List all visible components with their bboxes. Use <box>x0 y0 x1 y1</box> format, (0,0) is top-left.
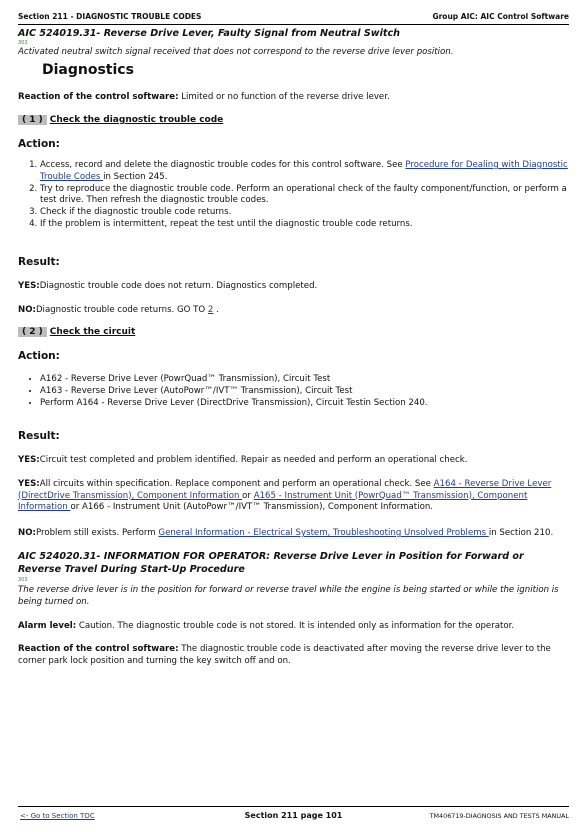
page-footer <box>18 806 569 823</box>
reaction-label: Reaction of the control software: <box>18 92 179 102</box>
dtc1-description: Activated neutral switch signal received that does not correspond to the reverse drive lever position. <box>18 47 454 57</box>
result-heading: Result: <box>18 430 60 442</box>
dtc1-code: 303 <box>18 40 28 46</box>
dtc2-alarm: Alarm level: Caution. The diagnostic trouble code is not stored. It is intended only as information for the operator. <box>18 621 515 631</box>
result-heading: Result: <box>18 256 60 268</box>
step2-no: NO:Problem still exists. Perform General Information - Electrical System, Troubleshooting Unsolved Problems in Section 210. <box>18 528 554 538</box>
list-item: 3. Check if the diagnostic trouble code returns. <box>40 207 569 219</box>
dtc2-title: AIC 524020.31- INFORMATION FOR OPERATOR: Reverse Drive Lever in Position for Forward or Reverse Travel During Start-Up Procedure <box>18 551 524 575</box>
step1-no: NO:Diagnostic trouble code returns. GO TO 2 . <box>18 305 219 315</box>
step2-yes-1: YES:Circuit test completed and problem identified. Repair as needed and perform an operational check. <box>18 455 468 465</box>
troubleshooting-link[interactable]: General Information - Electrical System, Troubleshooting Unsolved Problems <box>158 528 489 538</box>
step1-yes: YES:Diagnostic trouble code does not return. Diagnostics completed. <box>18 281 318 291</box>
a164-component-link[interactable]: A164 - Reverse Drive Lever (DirectDrive Transmission), Component Information <box>18 479 552 501</box>
procedure-link[interactable]: Procedure for Dealing with Diagnostic Trouble Codes <box>40 160 568 182</box>
step-2[interactable] <box>18 327 569 337</box>
section-toc-link[interactable]: <- Go to Section TOC <box>20 812 95 820</box>
diagnostics-heading: Diagnostics <box>42 62 134 78</box>
step-1-label[interactable]: Check the diagnostic trouble code <box>49 115 224 125</box>
goto-step-2-link[interactable]: 2 <box>207 305 214 315</box>
header-group: Group AIC: AIC Control Software <box>432 12 569 21</box>
dtc1-title: AIC 524019.31- Reverse Drive Lever, Faulty Signal from Neutral Switch <box>18 28 400 39</box>
action-heading: Action: <box>18 350 60 362</box>
step2-action-list <box>18 374 569 409</box>
list-item: • A163 - Reverse Drive Lever (AutoPowr™/IVT™ Transmission), Circuit Test <box>40 386 569 398</box>
a165-component-link[interactable]: A165 - Instrument Unit (PowrQuad™ Transmission), Component Information <box>18 490 528 512</box>
list-item: 2. Try to reproduce the diagnostic trouble code. Perform an operational check of the faulty component/function, or perform a test drive. Then refresh the diagnostic trouble codes. <box>40 184 569 208</box>
page-number: Section 211 page 101 <box>244 811 343 820</box>
step1-action-list <box>18 160 569 231</box>
dtc2-description: The reverse drive lever is in the position for forward or reverse travel while the engine is being started or while the ignition is being turned on. <box>18 585 559 607</box>
step-number-badge: ( 1 ) <box>18 115 47 125</box>
list-item: 4. If the problem is intermittent, repeat the test until the diagnostic trouble code returns. <box>40 219 569 231</box>
list-item: • Perform A164 - Reverse Drive Lever (DirectDrive Transmission), Circuit Testin Section 240. <box>40 398 569 410</box>
manual-id: TM406719-DIAGNOSIS AND TESTS MANUAL <box>429 812 569 820</box>
list-item: 1. Access, record and delete the diagnostic trouble codes for this control software. See Procedure for Dealing with Diagnostic Trouble Codes in Section 245. <box>40 160 569 184</box>
step-number-badge: ( 2 ) <box>18 327 47 337</box>
action-heading: Action: <box>18 138 60 150</box>
reaction-text: Limited or no function of the reverse drive lever. <box>178 92 390 102</box>
step-2-label[interactable]: Check the circuit <box>49 327 136 337</box>
step2-yes-2: YES:All circuits within specification. Replace component and perform an operational check. See A164 - Reverse Drive Lever (DirectDrive Transmission), Component Information or A165 - Instrument Unit (PowrQuad™ Transmission), Component Information or A166 - Instrument Unit (AutoPowr™/IVT™ Transmission), Component Information. <box>18 479 552 512</box>
dtc1-reaction <box>18 92 569 104</box>
page-header <box>18 10 569 25</box>
list-item: • A162 - Reverse Drive Lever (PowrQuad™ Transmission), Circuit Test <box>40 374 569 386</box>
dtc2-code: 303 <box>18 577 28 583</box>
dtc2-reaction: Reaction of the control software: The diagnostic trouble code is deactivated after moving the reverse drive lever to the corner park lock position and turning the key switch off and on. <box>18 644 551 666</box>
step-1[interactable] <box>18 115 569 125</box>
header-section: Section 211 - DIAGNOSTIC TROUBLE CODES <box>18 12 202 21</box>
